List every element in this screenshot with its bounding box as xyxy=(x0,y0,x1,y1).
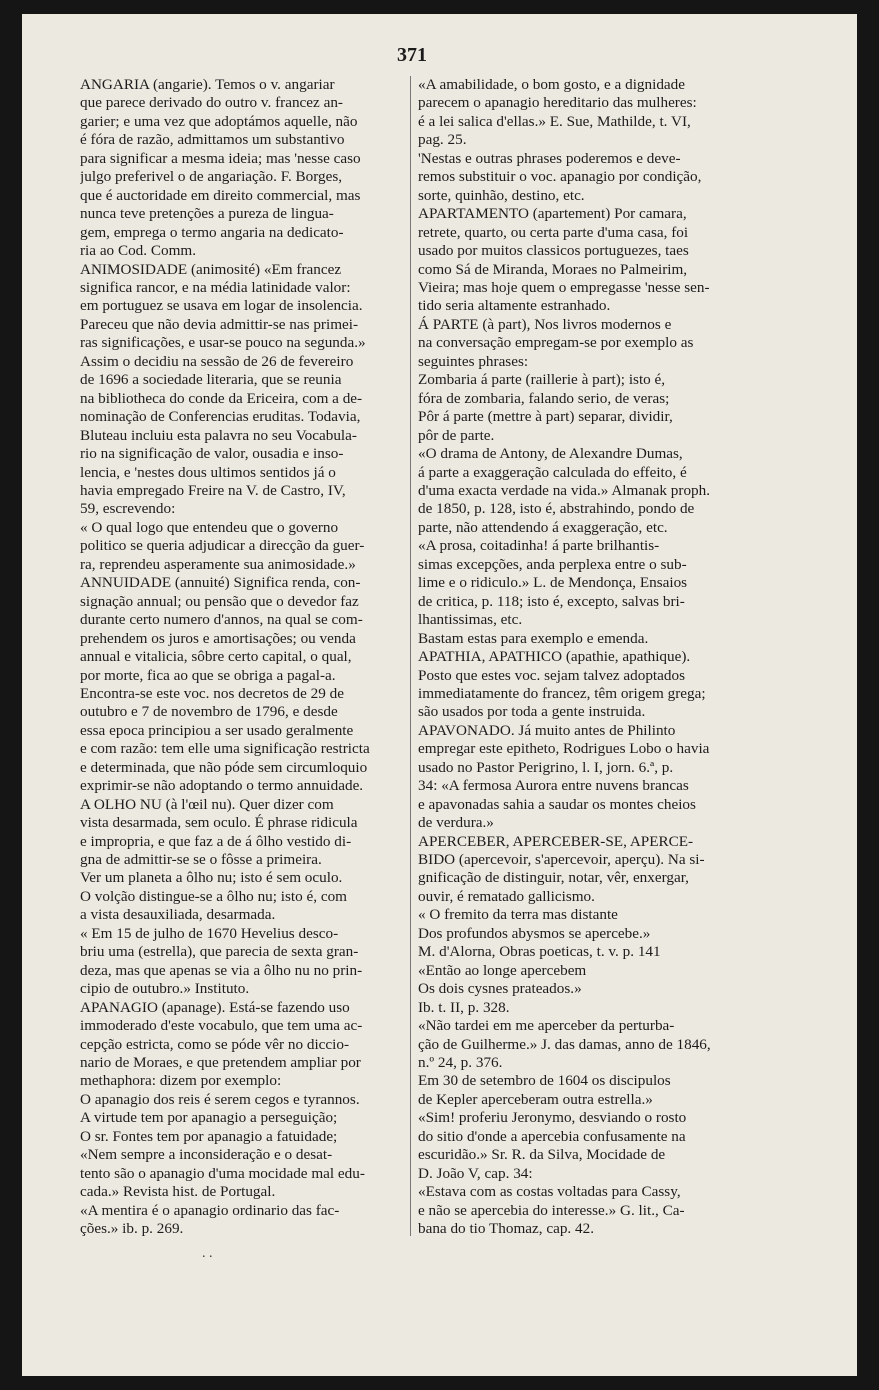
text-line: tento são o apanagio d'uma mocidade mal edu- xyxy=(80,1164,365,1182)
text-line: na conversação empregam-se por exemplo as xyxy=(418,334,694,352)
page-number: 371 xyxy=(397,44,427,66)
text-line: gem, emprega o termo angaria na dedicato- xyxy=(80,223,344,241)
text-line: e apavonadas sahia a saudar os montes cheios xyxy=(418,795,696,813)
text-line: ra, reprendeu asperamente sua animosidade.» xyxy=(80,555,356,573)
text-line: A virtude tem por apanagio a perseguição; xyxy=(80,1109,338,1127)
text-line: Ib. t. II, p. 328. xyxy=(418,998,510,1016)
text-line: briu uma (estrella), que parecia de sexta gran- xyxy=(80,943,359,961)
text-line: parte, não attendendo á exaggeração, etc. xyxy=(418,518,668,536)
text-line: são usados por toda a gente instruida. xyxy=(418,703,646,721)
text-line: cada.» Revista hist. de Portugal. xyxy=(80,1183,276,1201)
text-line: «Não tardei em me aperceber da perturba- xyxy=(418,1017,675,1035)
text-line: de 1850, p. 128, isto é, abstrahindo, pondo de xyxy=(418,500,695,518)
text-line: Dos profundos abysmos se apercebe.» xyxy=(418,924,651,942)
text-line: «A mentira é o apanagio ordinario das fac- xyxy=(80,1201,340,1219)
text-line: APARTAMENTO (apartement) Por camara, xyxy=(418,205,687,223)
text-line: e não se apercebia do interesse.» G. lit., Ca- xyxy=(418,1201,685,1219)
text-line: Pareceu que não devia admittir-se nas primei- xyxy=(80,315,359,333)
text-line: politico se queria adjudicar a direcção da guer- xyxy=(80,537,365,555)
text-line: «Sim! proferiu Jeronymo, desviando o rosto xyxy=(418,1109,687,1127)
text-line: pag. 25. xyxy=(418,131,467,149)
text-line: bana do tio Thomaz, cap. 42. xyxy=(418,1220,595,1238)
text-line: d'uma exacta verdade na vida.» Almanak proph. xyxy=(418,481,711,499)
text-line: empregar este epitheto, Rodrigues Lobo o havia xyxy=(418,740,710,758)
text-line: ras significações, e usar-se pouco na segunda.» xyxy=(80,334,366,352)
text-line: na bibliotheca do conde da Ericeira, com a de- xyxy=(80,389,363,407)
text-line: gna de admittir-se se o fôsse a primeira. xyxy=(80,851,322,869)
text-line: ANGARIA (angarie). Temos o v. angariar xyxy=(80,76,335,93)
text-line: durante certo numero d'annos, na qual se com- xyxy=(80,611,363,629)
text-line: cepção estricta, como se póde vêr no diccio- xyxy=(80,1035,350,1053)
text-line: fóra de zombaria, falando serio, de veras; xyxy=(418,389,670,407)
text-line: rio na significação de valor, ousadia e inso- xyxy=(80,445,344,463)
text-line: Pôr á parte (mettre à part) separar, dividir, xyxy=(418,408,673,426)
text-line: para significar a mesma ideia; mas 'nesse caso xyxy=(80,149,361,167)
text-line: «Então ao longe apercebem xyxy=(418,961,587,979)
text-line: remos substituir o voc. apanagio por condição, xyxy=(418,168,702,186)
text-line: BIDO (apercevoir, s'apercevoir, aperçu). Na si- xyxy=(418,851,705,869)
text-line: por morte, fica ao que se obriga a pagal-a. xyxy=(80,666,336,684)
text-line: ANNUIDADE (annuité) Significa renda, con- xyxy=(80,574,361,592)
text-line: que é auctoridade em direito commercial, mas xyxy=(80,186,361,204)
text-line: do sitio d'onde a apercebia confusamente na xyxy=(418,1127,686,1145)
text-line: garier; e uma vez que adoptámos aquelle, não xyxy=(80,112,358,130)
text-line: de critica, p. 118; isto é, excepto, salvas bri- xyxy=(418,592,685,610)
text-line: immediatamente do francez, têm origem grega; xyxy=(418,684,706,702)
text-line: vista desarmada, sem oculo. É phrase ridicula xyxy=(80,814,358,832)
text-line: Os dois cysnes prateados.» xyxy=(418,980,582,998)
text-line: O apanagio dos reis é serem cegos e tyrannos. xyxy=(80,1090,360,1108)
text-line: ouvir, é rematado gallicismo. xyxy=(418,887,595,905)
text-line: tido seria altamente estranhado. xyxy=(418,297,611,315)
text-line: Ver um planeta a ôlho nu; isto é sem oculo. xyxy=(80,869,343,887)
text-line: Á PARTE (à part), Nos livros modernos e xyxy=(418,315,672,333)
text-line: M. d'Alorna, Obras poeticas, t. v. p. 141 xyxy=(418,943,661,961)
text-line: annual e vitalicia, sôbre certo capital, o qual, xyxy=(80,648,352,666)
column-divider xyxy=(410,76,411,1236)
text-line: deza, mas que apenas se via a ôlho nu no prin- xyxy=(80,961,363,979)
text-line: e determinada, que não póde sem circumloquio xyxy=(80,758,368,776)
text-line: Em 30 de setembro de 1604 os discipulos xyxy=(418,1072,671,1090)
text-line: cipio de outubro.» Instituto. xyxy=(80,980,250,998)
text-line: «A prosa, coitadinha! á parte brilhantis- xyxy=(418,537,660,555)
text-line: ção de Guilherme.» J. das damas, anno de 1846, xyxy=(418,1035,711,1053)
text-line: que parece derivado do outro v. francez an- xyxy=(80,94,343,112)
text-line: em portuguez se usava em logar de insolencia. xyxy=(80,297,363,315)
text-line: 34: «A fermosa Aurora entre nuvens brancas xyxy=(418,777,689,795)
text-line: « O qual logo que entendeu que o governo xyxy=(80,518,339,536)
right-column xyxy=(418,76,742,1239)
text-line: methaphora: dizem por exemplo: xyxy=(80,1072,282,1090)
text-line: nominação de Conferencias eruditas. Todavia, xyxy=(80,408,361,426)
text-line: gnificação de distinguir, notar, vêr, enxergar, xyxy=(418,869,689,887)
text-line: outubro e 7 de novembro de 1796, e desde xyxy=(80,703,338,721)
text-line: Assim o decidiu na sessão de 26 de fevereiro xyxy=(80,352,354,370)
text-line: nario de Moraes, e que pretendem ampliar por xyxy=(80,1054,361,1072)
text-line: Bluteau incluiu esta palavra no seu Vocabula- xyxy=(80,426,357,444)
text-line: e com razão: tem elle uma significação restricta xyxy=(80,740,370,758)
text-line: de 1696 a sociedade literaria, que se reunia xyxy=(80,371,342,389)
text-line: usado no Pastor Perigrino, l. I, jorn. 6.ª, p. xyxy=(418,758,674,776)
text-line: significa rancor, e na média latinidade valor: xyxy=(80,278,351,296)
text-line: é a lei salica d'ellas.» E. Sue, Mathilde, t. VI, xyxy=(418,112,691,130)
text-line: havia empregado Freire na V. de Castro, IV, xyxy=(80,481,346,499)
text-line: «A amabilidade, o bom gosto, e a dignidade xyxy=(418,76,685,93)
text-line: « O fremito da terra mas distante xyxy=(418,906,618,924)
text-line: retrete, quarto, ou certa parte d'uma casa, foi xyxy=(418,223,689,241)
text-line: e impropria, e que faz a de á ôlho vestido di- xyxy=(80,832,352,850)
text-line: O volção distingue-se a ôlho nu; isto é, com xyxy=(80,887,347,905)
text-line: n.º 24, p. 376. xyxy=(418,1054,503,1072)
text-line: «Nem sempre a inconsideração e o desat- xyxy=(80,1146,333,1164)
text-line: ANIMOSIDADE (animosité) «Em francez xyxy=(80,260,342,278)
book-page xyxy=(22,14,857,1376)
text-line: escuridão.» Sr. R. da Silva, Mocidade de xyxy=(418,1146,666,1164)
text-line: de Kepler aperceberam outra estrella.» xyxy=(418,1090,653,1108)
text-line: «Estava com as costas voltadas para Cassy, xyxy=(418,1183,681,1201)
text-line: Vieira; mas hoje quem o empregasse 'nesse sen- xyxy=(418,278,710,296)
text-line: APANAGIO (apanage). Está-se fazendo uso xyxy=(80,998,350,1016)
text-line: ria ao Cod. Comm. xyxy=(80,242,197,260)
text-line: lencia, e 'nestes dous ultimos sentidos já o xyxy=(80,463,336,481)
text-line: O sr. Fontes tem por apanagio a fatuidade; xyxy=(80,1127,338,1145)
text-line: D. João V, cap. 34: xyxy=(418,1164,533,1182)
text-line: prehendem os juros e amortisações; ou venda xyxy=(80,629,356,647)
text-line: nunca teve pretenções a pureza de lingua- xyxy=(80,205,334,223)
left-column xyxy=(80,76,402,1239)
text-line: seguintes phrases: xyxy=(418,352,529,370)
text-line: sorte, quinhão, destino, etc. xyxy=(418,186,585,204)
text-line: ções.» ib. p. 269. xyxy=(80,1220,184,1238)
text-line: Encontra-se este voc. nos decretos de 29 de xyxy=(80,684,344,702)
text-line: 59, escrevendo: xyxy=(80,500,176,518)
text-line: « Em 15 de julho de 1670 Hevelius desco- xyxy=(80,924,339,942)
text-line: simas excepções, anda perplexa entre o sub- xyxy=(418,555,687,573)
text-line: lime e o ridiculo.» L. de Mendonça, Ensaios xyxy=(418,574,688,592)
text-line: Posto que estes voc. sejam talvez adoptados xyxy=(418,666,685,684)
text-line: lhantissimas, etc. xyxy=(418,611,523,629)
text-line: usado por muitos classicos portuguezes, taes xyxy=(418,242,689,260)
text-line: signação annual; ou pensão que o devedor faz xyxy=(80,592,359,610)
text-line: a vista desauxiliada, desarmada. xyxy=(80,906,276,924)
text-line: APAVONADO. Já muito antes de Philinto xyxy=(418,721,676,739)
footer-mark: . . xyxy=(202,1246,213,1261)
text-line: 'Nestas e outras phrases poderemos e deve- xyxy=(418,149,681,167)
text-line: é fóra de razão, admittamos um substantivo xyxy=(80,131,345,149)
text-line: immoderado d'este vocabulo, que tem uma ac- xyxy=(80,1017,363,1035)
text-line: essa epoca principiou a ser usado geralmente xyxy=(80,721,354,739)
text-line: APERCEBER, APERCEBER-SE, APERCE- xyxy=(418,832,694,850)
text-line: á parte a exaggeração calculada do effeito, é xyxy=(418,463,687,481)
text-line: parecem o apanagio hereditario das mulheres: xyxy=(418,94,697,112)
text-line: julgo preferivel o de angariação. F. Borges, xyxy=(80,168,343,186)
text-line: de verdura.» xyxy=(418,814,494,832)
text-line: Zombaria á parte (raillerie à part); isto é, xyxy=(418,371,666,389)
text-line: Bastam estas para exemplo e emenda. xyxy=(418,629,649,647)
text-line: pôr de parte. xyxy=(418,426,495,444)
text-line: exprimir-se não adoptando o termo annuidade. xyxy=(80,777,364,795)
text-line: como Sá de Miranda, Moraes no Palmeirim, xyxy=(418,260,688,278)
text-line: APATHIA, APATHICO (apathie, apathique). xyxy=(418,648,691,666)
text-line: A OLHO NU (à l'œil nu). Quer dizer com xyxy=(80,795,334,813)
text-line: «O drama de Antony, de Alexandre Dumas, xyxy=(418,445,683,463)
